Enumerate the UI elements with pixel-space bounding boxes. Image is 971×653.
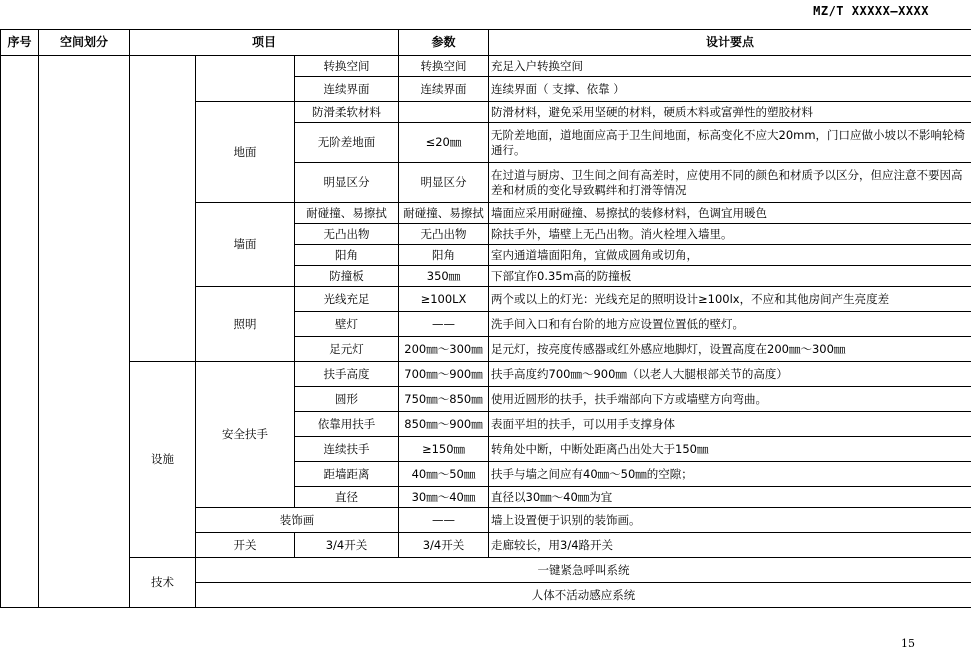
item-cell: 明显区分	[295, 163, 399, 203]
table-row	[1, 56, 971, 77]
design-cell: 扶手与墙之间应有40㎜～50㎜的空隙；	[489, 462, 971, 487]
header-item: 项目	[130, 30, 399, 56]
item-cell: 壁灯	[295, 312, 399, 337]
item-cell: 圆形	[295, 387, 399, 412]
design-cell: 足元灯，按亮度传感器或红外感应地脚灯，设置高度在200㎜～300㎜	[489, 337, 971, 362]
param-cell: ≥100LX	[399, 287, 489, 312]
group-handrail: 安全扶手	[196, 362, 295, 508]
param-cell: ——	[399, 312, 489, 337]
item-cell: 扶手高度	[295, 362, 399, 387]
header-design: 设计要点	[489, 30, 971, 56]
param-cell: 700㎜～900㎜	[399, 362, 489, 387]
design-cell: 防滑材料，避免采用坚硬的材料，硬质木料或富弹性的塑胶材料	[489, 102, 971, 123]
seq-cell	[1, 56, 39, 608]
design-spec-table	[0, 29, 971, 608]
design-cell: 连续界面（ 支撑、依靠 ）	[489, 77, 971, 102]
design-cell: 走廊较长，用3/4路开关	[489, 533, 971, 558]
item-cell: 足元灯	[295, 337, 399, 362]
item-cell: 一键紧急呼叫系统	[196, 558, 971, 583]
param-cell	[399, 102, 489, 123]
group-wall: 墙面	[196, 203, 295, 287]
blank-cell	[130, 56, 196, 362]
group-switch: 开关	[196, 533, 295, 558]
design-cell: 充足入户转换空间	[489, 56, 971, 77]
group-ground: 地面	[196, 102, 295, 203]
item-cell: 防撞板	[295, 266, 399, 287]
space-cell	[39, 56, 130, 608]
table-row	[1, 362, 971, 387]
param-cell: 转换空间	[399, 56, 489, 77]
design-cell: 转角处中断，中断处距离凸出处大于150㎜	[489, 437, 971, 462]
item-cell: 无凸出物	[295, 224, 399, 245]
design-cell: 扶手高度约700㎜～900㎜（以老人大腿根部关节的高度）	[489, 362, 971, 387]
param-cell: 耐碰撞、易擦拭	[399, 203, 489, 224]
param-cell: ≤20㎜	[399, 123, 489, 163]
group-lighting: 照明	[196, 287, 295, 362]
design-cell: 墙面应采用耐碰撞、易擦拭的装修材料，色调宜用暖色	[489, 203, 971, 224]
param-cell: 850㎜～900㎜	[399, 412, 489, 437]
header-param: 参数	[399, 30, 489, 56]
item-cell: 耐碰撞、易擦拭	[295, 203, 399, 224]
param-cell: 200㎜～300㎜	[399, 337, 489, 362]
page-number: 15	[901, 637, 915, 650]
design-cell: 直径以30㎜～40㎜为宜	[489, 487, 971, 508]
design-cell: 墙上设置便于识别的装饰画。	[489, 508, 971, 533]
param-cell: 350㎜	[399, 266, 489, 287]
group-decor: 装饰画	[196, 508, 399, 533]
item-cell: 3/4开关	[295, 533, 399, 558]
item-cell: 距墙距离	[295, 462, 399, 487]
item-cell: 光线充足	[295, 287, 399, 312]
design-cell: 两个或以上的灯光：光线充足的照明设计≥100lx，不应和其他房间产生亮度差	[489, 287, 971, 312]
design-cell: 下部宜作0.35m高的防撞板	[489, 266, 971, 287]
standard-code: MZ/T XXXXX—XXXX	[813, 4, 929, 18]
design-cell: 洗手间入口和有台阶的地方应设置位置低的壁灯。	[489, 312, 971, 337]
item-cell: 连续界面	[295, 77, 399, 102]
table-row	[1, 558, 971, 583]
item-cell: 转换空间	[295, 56, 399, 77]
design-cell: 无阶差地面，道地面应高于卫生间地面，标高变化不应大20mm，门口应做小坡以不影响轮椅通行。	[489, 123, 971, 163]
header-seq: 序号	[1, 30, 39, 56]
param-cell: 40㎜～50㎜	[399, 462, 489, 487]
item-cell: 连续扶手	[295, 437, 399, 462]
design-cell: 使用近圆形的扶手，扶手端部向下方或墙壁方向弯曲。	[489, 387, 971, 412]
item-cell: 阳角	[295, 245, 399, 266]
param-cell: 750㎜～850㎜	[399, 387, 489, 412]
design-cell: 室内通道墙面阳角，宜做成圆角或切角，	[489, 245, 971, 266]
group-tech: 技术	[130, 558, 196, 608]
param-cell: 无凸出物	[399, 224, 489, 245]
param-cell: 连续界面	[399, 77, 489, 102]
design-cell: 除扶手外，墙壁上无凸出物。消火栓埋入墙里。	[489, 224, 971, 245]
design-cell: 在过道与厨房、卫生间之间有高差时，应使用不同的颜色和材质予以区分，但应注意不要因高差和材质的变化导致羁绊和打滑等情况	[489, 163, 971, 203]
header-space: 空间划分	[39, 30, 130, 56]
param-cell: 明显区分	[399, 163, 489, 203]
param-cell: ≥150㎜	[399, 437, 489, 462]
item-cell: 无阶差地面	[295, 123, 399, 163]
group-facility: 设施	[130, 362, 196, 558]
param-cell: 3/4开关	[399, 533, 489, 558]
param-cell: ——	[399, 508, 489, 533]
design-cell: 表面平坦的扶手，可以用手支撑身体	[489, 412, 971, 437]
table-header-row	[1, 30, 971, 56]
item-cell: 人体不活动感应系统	[196, 583, 971, 608]
item-cell: 防滑柔软材料	[295, 102, 399, 123]
param-cell: 阳角	[399, 245, 489, 266]
item-cell: 依靠用扶手	[295, 412, 399, 437]
item-cell: 直径	[295, 487, 399, 508]
blank-cell	[196, 56, 295, 102]
param-cell: 30㎜～40㎜	[399, 487, 489, 508]
